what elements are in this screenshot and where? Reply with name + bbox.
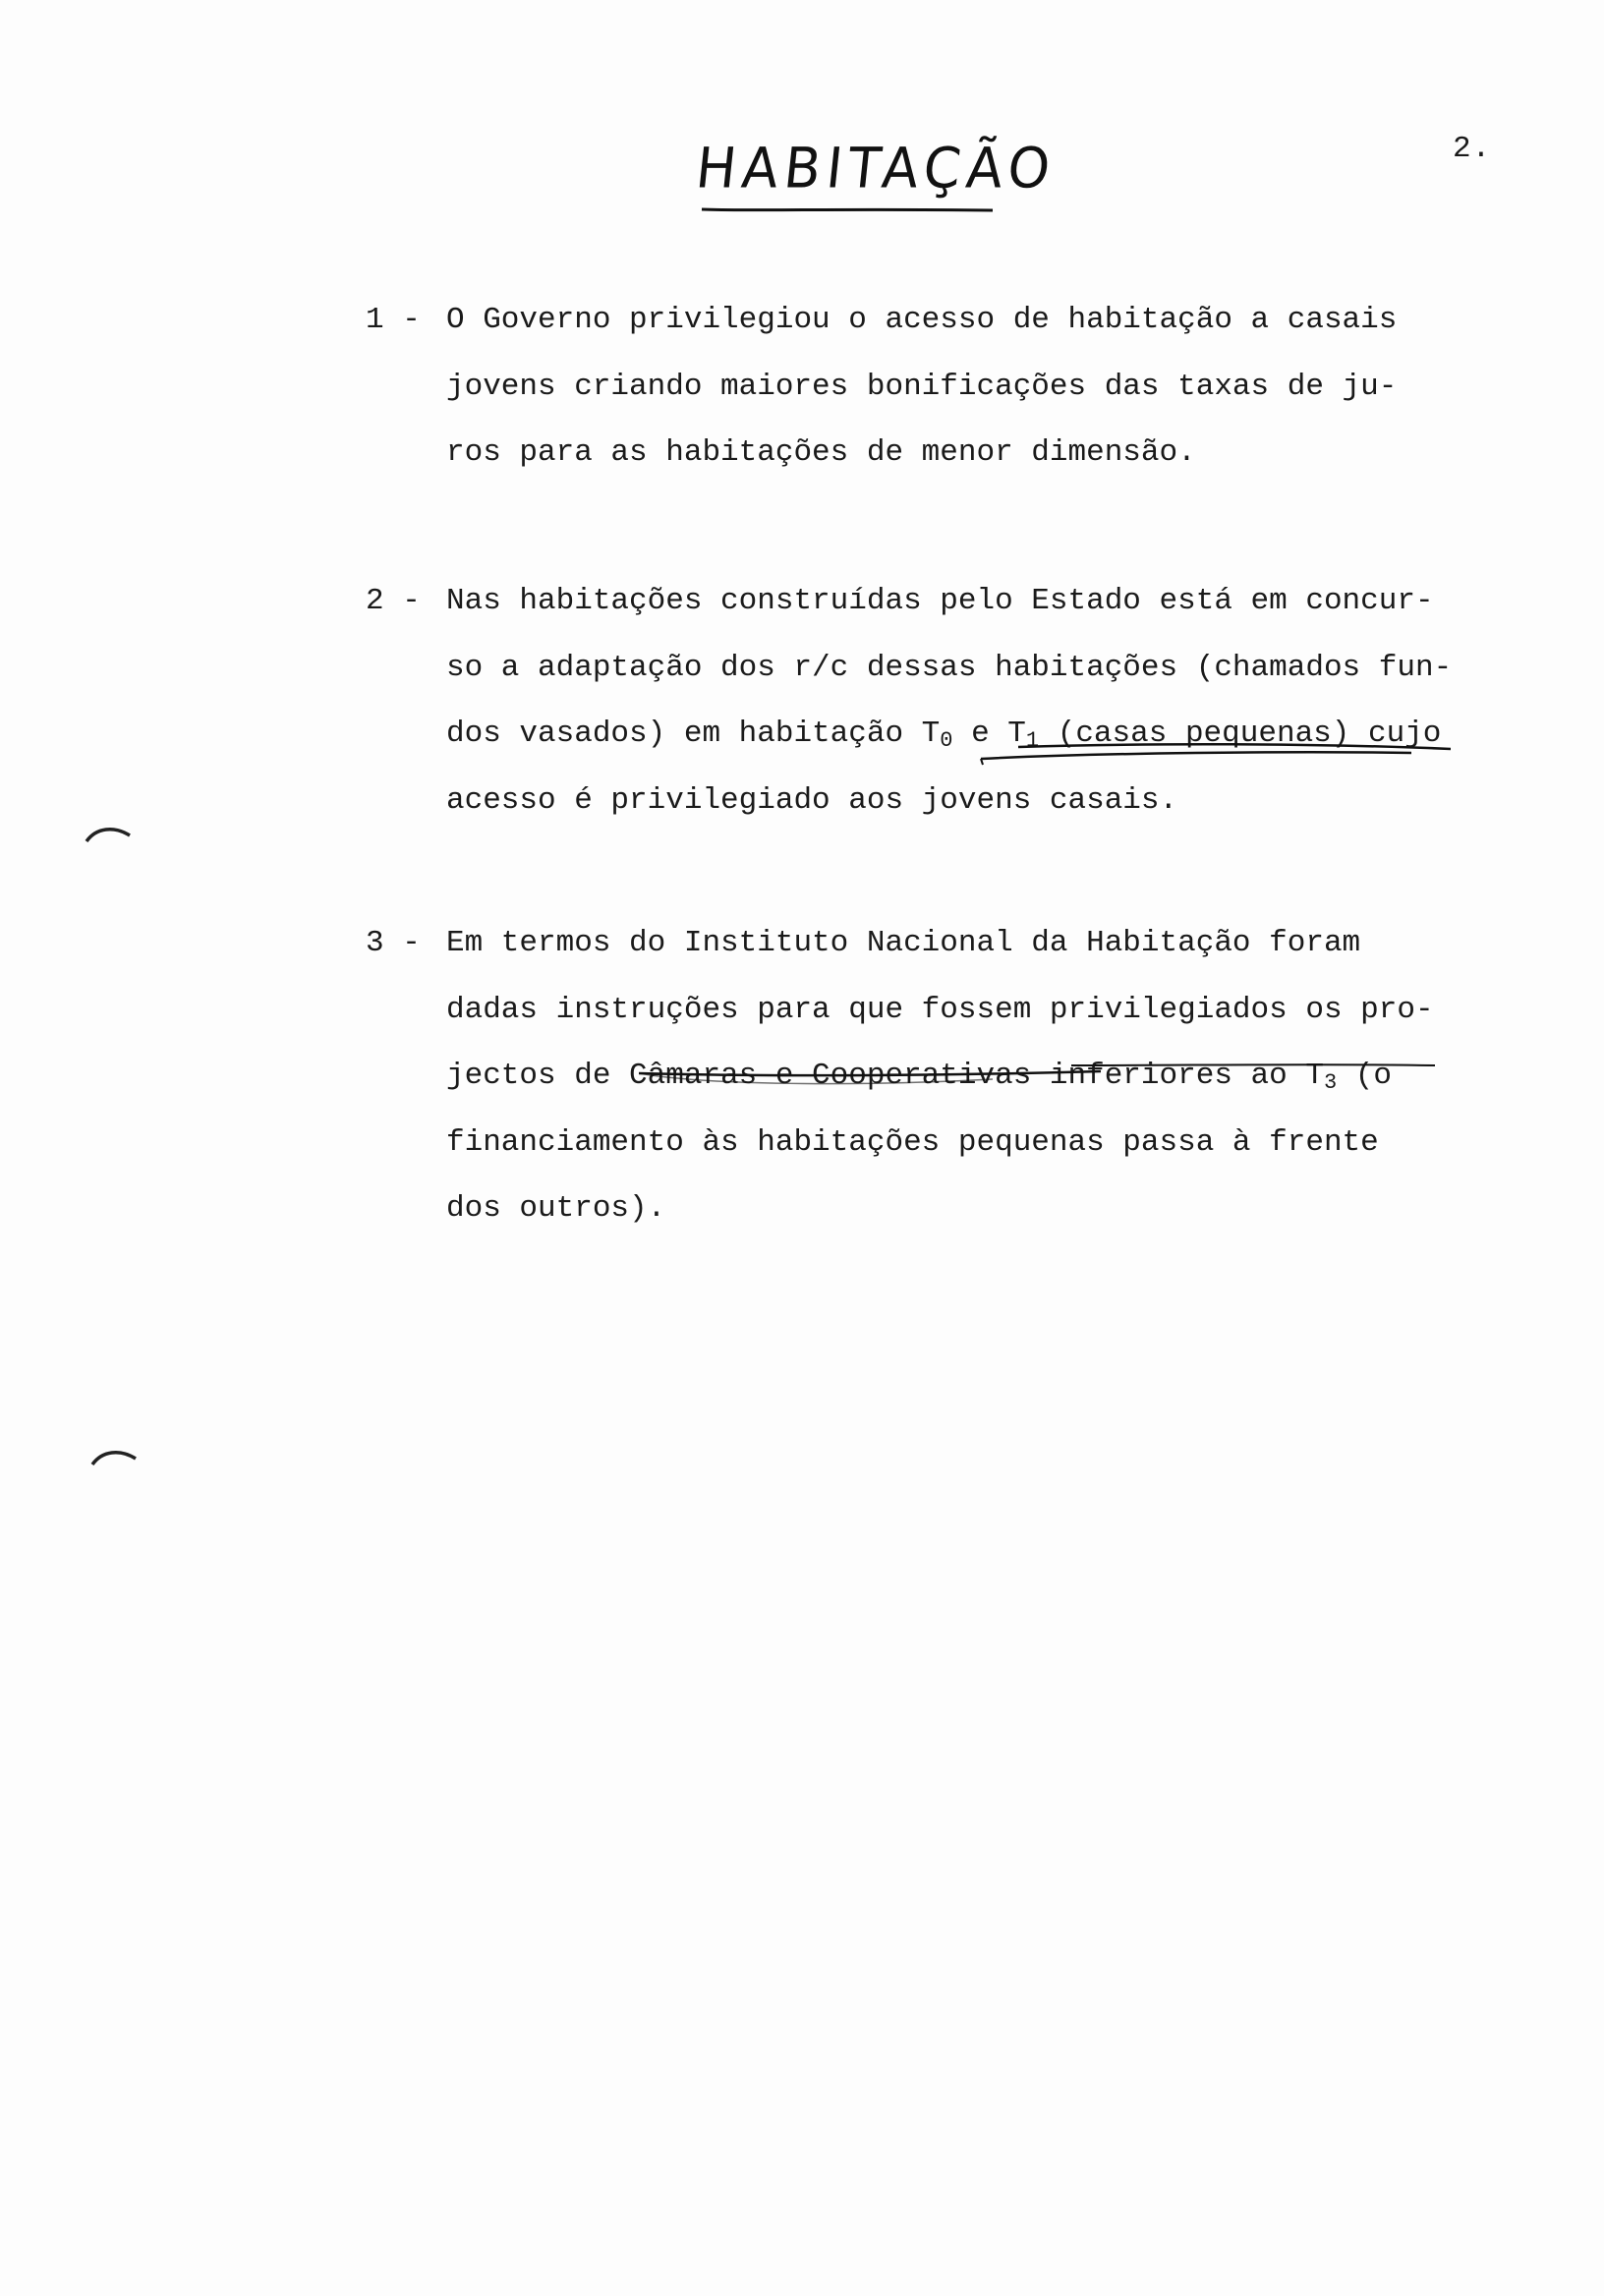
item-line: Em termos do Instituto Nacional da Habitação foram [446,926,1361,960]
handwritten-title: HABITAÇÃO [693,136,1060,201]
item-number: 1 - [366,303,421,337]
subscript: 0 [940,728,953,753]
page-number: 2. [1453,132,1492,166]
margin-mark [85,822,134,845]
item-line: financiamento às habitações pequenas passa à frente [446,1124,1379,1160]
line-text: dos vasados) em habitação T [446,717,941,751]
line-text: e T [952,717,1026,751]
item-number: 2 - [366,584,421,618]
item-line: jovens criando maiores bonificações das taxas de ju- [446,369,1398,404]
item-line: Nas habitações construídas pelo Estado está em concur- [446,584,1434,618]
item-line: O Governo privilegiou o acesso de habitação a casais [446,303,1398,337]
line-text: (o [1337,1059,1392,1093]
item-line: acesso é privilegiado aos jovens casais. [446,782,1178,818]
subscript: 3 [1323,1070,1338,1095]
line-text: (casas pequenas) cujo [1039,717,1442,751]
item-number: 3 - [366,926,421,960]
item-line: ros para as habitações de menor dimensão. [446,435,1196,470]
line-text: jectos de Câmaras e Cooperativas inferiores ao T [446,1059,1324,1093]
item-line [446,701,1441,768]
title-underline [700,201,995,215]
item-line: dos outros). [446,1191,666,1226]
subscript: 1 [1025,728,1040,753]
item-line: dadas instruções para que fossem privilegiados os pro- [446,992,1434,1027]
item-line: so a adaptação dos r/c dessas habitações (chamados fun- [446,650,1453,685]
item-line [446,1043,1392,1110]
margin-mark [90,1445,140,1468]
